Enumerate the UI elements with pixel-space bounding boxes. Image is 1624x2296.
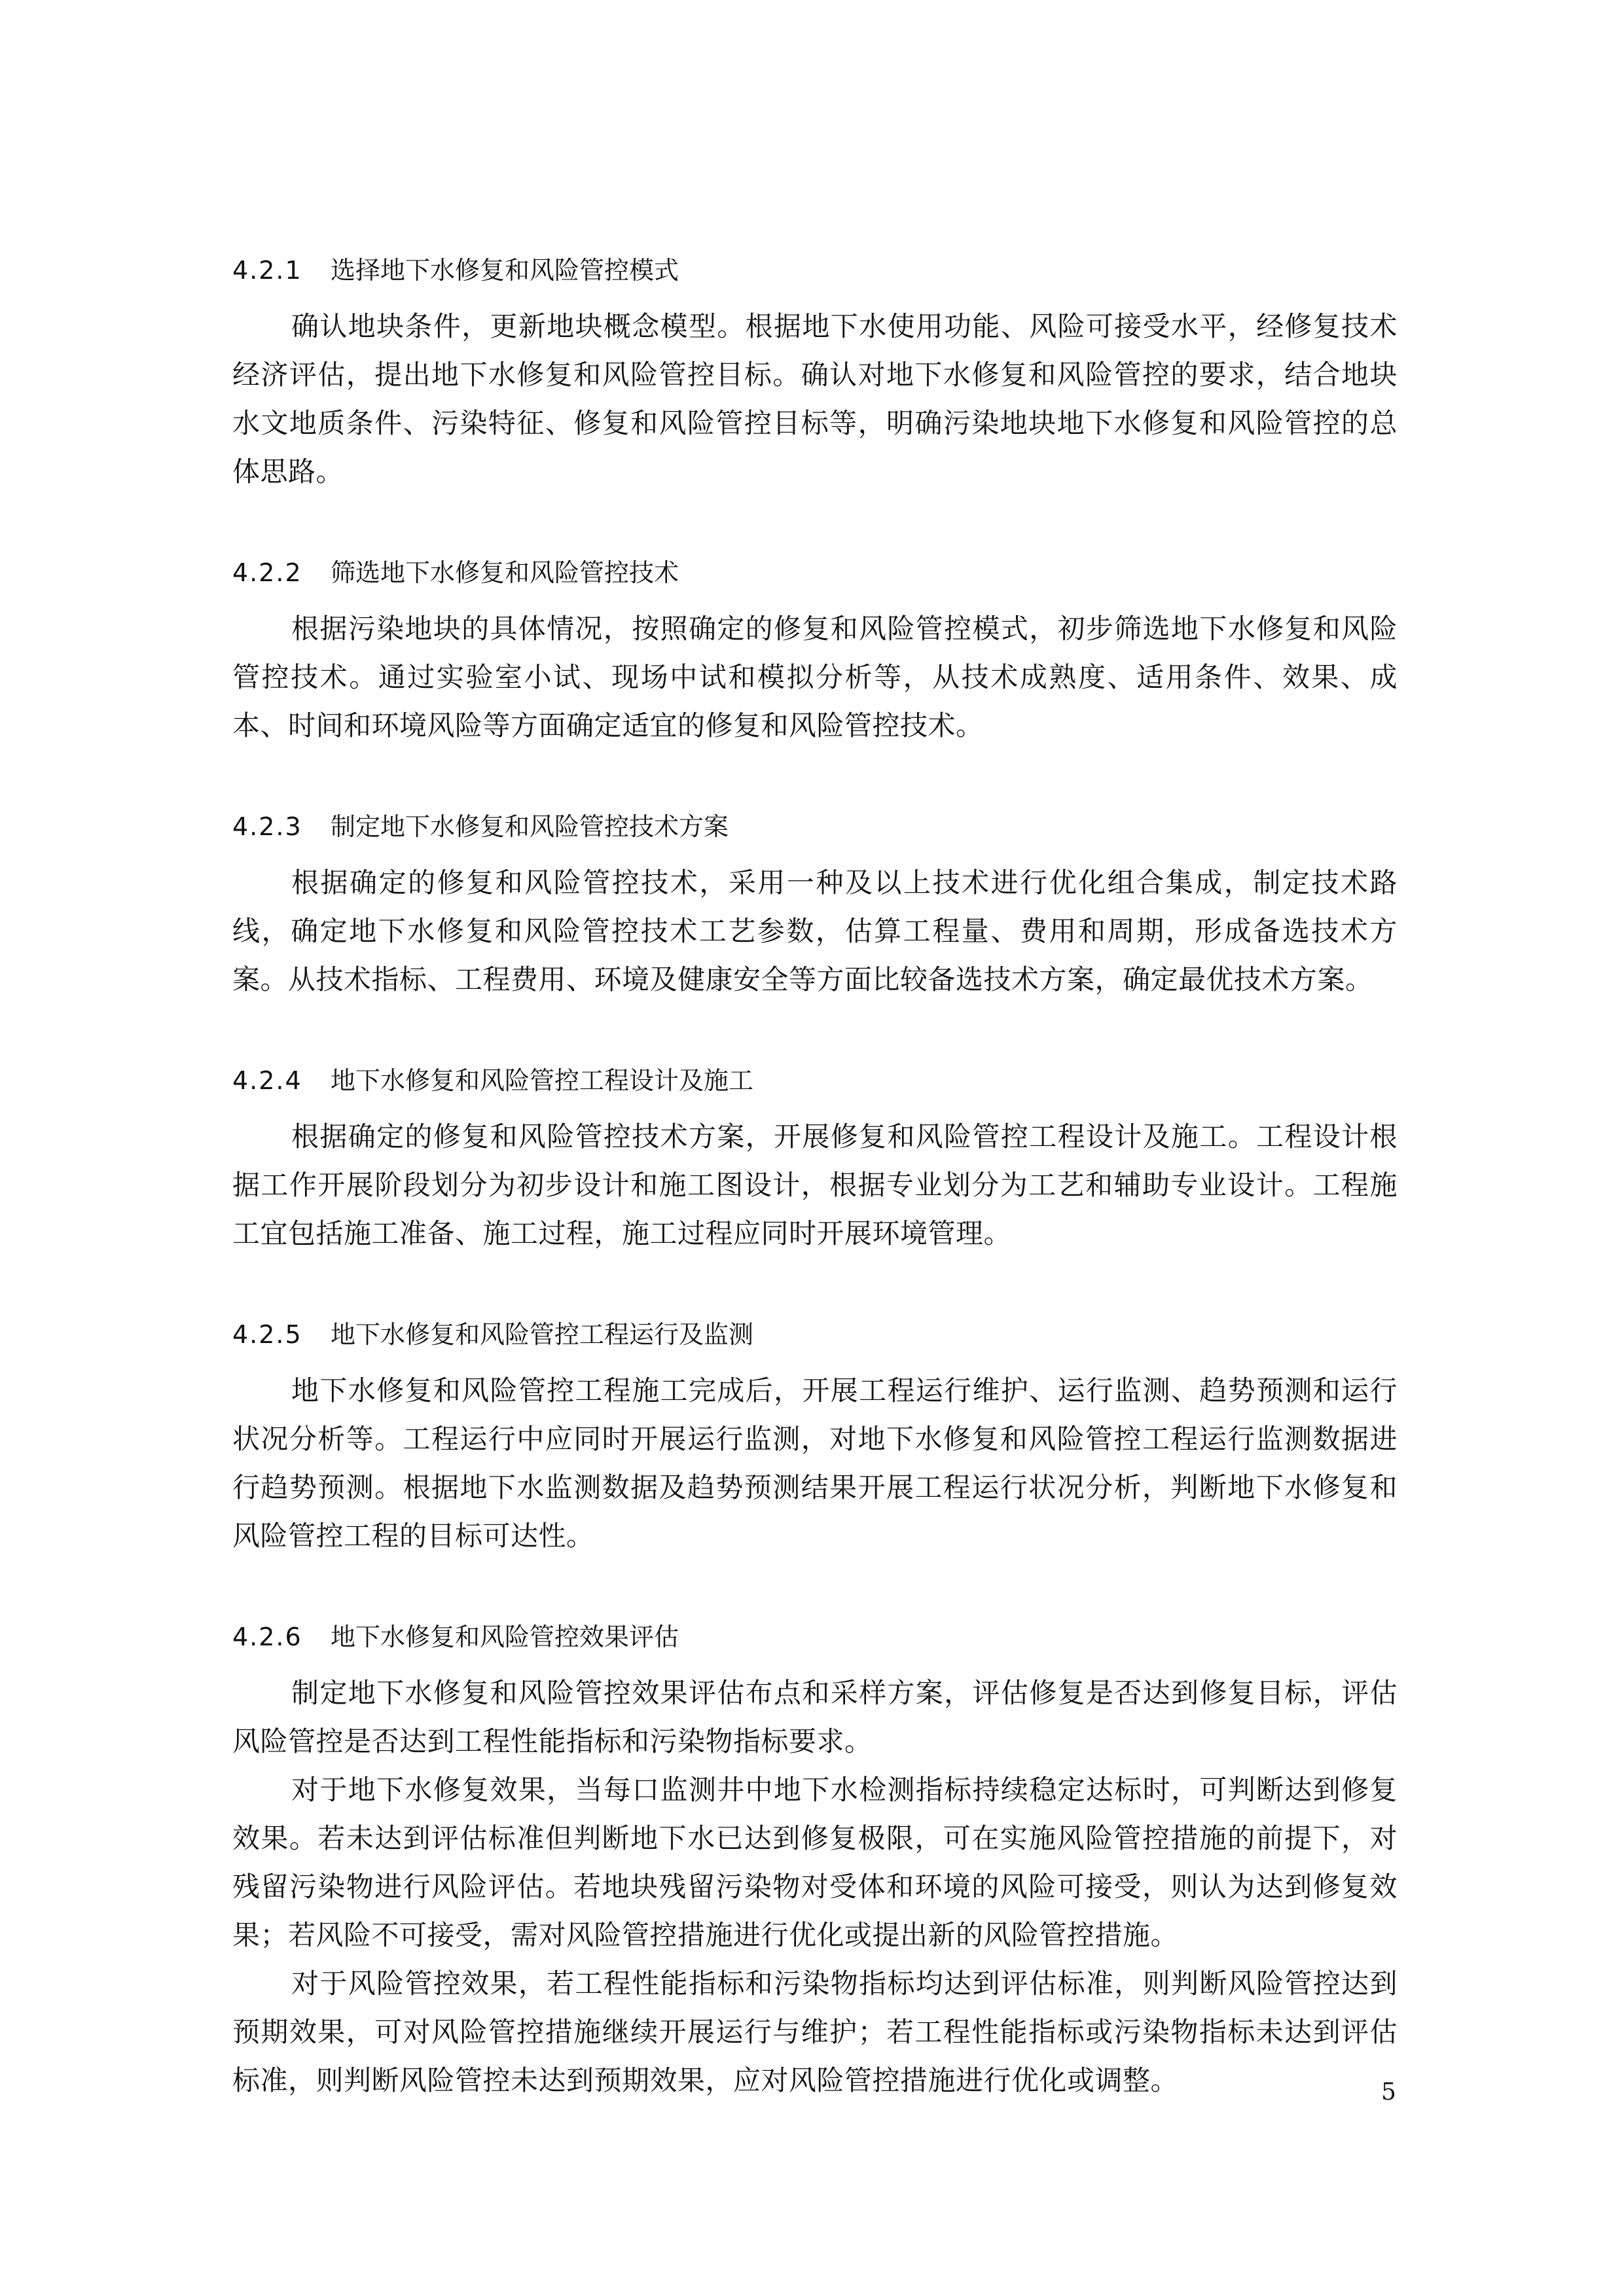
section-heading [232, 1613, 1398, 1661]
section-4-2-4 [232, 1056, 1398, 1258]
section-4-2-6 [232, 1613, 1398, 2105]
section-heading [232, 1056, 1398, 1105]
section-title: 制定地下水修复和风险管控技术方案 [331, 812, 729, 841]
section-title: 地下水修复和风险管控工程运行及监测 [331, 1320, 754, 1349]
section-number: 4.2.5 [232, 1320, 302, 1349]
paragraph: 根据确定的修复和风险管控技术方案，开展修复和风险管控工程设计及施工。工程设计根据工作开展阶段划分为初步设计和施工图设计，根据专业划分为工艺和辅助专业设计。工程施工宜包括施工准备、施工过程，施工过程应同时开展环境管理。 [232, 1121, 1398, 1249]
section-number: 4.2.6 [232, 1623, 302, 1651]
section-title: 筛选地下水修复和风险管控技术 [331, 558, 679, 587]
page-number: 5 [1381, 2079, 1396, 2106]
section-heading [232, 548, 1398, 597]
document-page [232, 196, 1398, 2134]
section-number: 4.2.1 [232, 256, 302, 285]
section-number: 4.2.2 [232, 558, 302, 587]
section-number: 4.2.4 [232, 1066, 302, 1095]
section-title: 地下水修复和风险管控效果评估 [331, 1623, 679, 1651]
paragraph: 根据确定的修复和风险管控技术，采用一种及以上技术进行优化组合集成，制定技术路线，确定地下水修复和风险管控技术工艺参数，估算工程量、费用和周期，形成备选技术方案。从技术指标、工程费用、环境及健康安全等方面比较备选技术方案，确定最优技术方案。 [232, 867, 1398, 996]
section-number: 4.2.3 [232, 812, 302, 841]
paragraph: 地下水修复和风险管控工程施工完成后，开展工程运行维护、运行监测、趋势预测和运行状况分析等。工程运行中应同时开展运行监测，对地下水修复和风险管控工程运行监测数据进行趋势预测。根据地下水监测数据及趋势预测结果开展工程运行状况分析，判断地下水修复和风险管控工程的目标可达性。 [232, 1374, 1398, 1552]
paragraph: 制定地下水修复和风险管控效果评估布点和采样方案，评估修复是否达到修复目标，评估风险管控是否达到工程性能指标和污染物指标要求。 [232, 1677, 1398, 1757]
section-heading [232, 246, 1398, 295]
paragraph: 确认地块条件，更新地块概念模型。根据地下水使用功能、风险可接受水平，经修复技术经济评估，提出地下水修复和风险管控目标。确认对地下水修复和风险管控的要求，结合地块水文地质条件、污染特征、修复和风险管控目标等，明确污染地块地下水修复和风险管控的总体思路。 [232, 310, 1398, 488]
section-heading [232, 802, 1398, 851]
paragraph: 对于风险管控效果，若工程性能指标和污染物指标均达到评估标准，则判断风险管控达到预期效果，可对风险管控措施继续开展运行与维护；若工程性能指标或污染物指标未达到评估标准，则判断风险管控未达到预期效果，应对风险管控措施进行优化或调整。 [232, 1967, 1398, 2096]
section-4-2-2 [232, 548, 1398, 750]
section-4-2-3 [232, 802, 1398, 1004]
section-4-2-5 [232, 1310, 1398, 1560]
paragraph: 对于地下水修复效果，当每口监测井中地下水检测指标持续稳定达标时，可判断达到修复效果。若未达到评估标准但判断地下水已达到修复极限，可在实施风险管控措施的前提下，对残留污染物进行风险评估。若地块残留污染物对受体和环境的风险可接受，则认为达到修复效果；若风险不可接受，需对风险管控措施进行优化或提出新的风险管控措施。 [232, 1774, 1398, 1951]
section-title: 选择地下水修复和风险管控模式 [331, 256, 679, 285]
section-title: 地下水修复和风险管控工程设计及施工 [331, 1066, 754, 1095]
paragraph: 根据污染地块的具体情况，按照确定的修复和风险管控模式，初步筛选地下水修复和风险管控技术。通过实验室小试、现场中试和模拟分析等，从技术成熟度、适用条件、效果、成本、时间和环境风险等方面确定适宜的修复和风险管控技术。 [232, 613, 1398, 742]
section-heading [232, 1310, 1398, 1359]
section-4-2-1 [232, 246, 1398, 496]
